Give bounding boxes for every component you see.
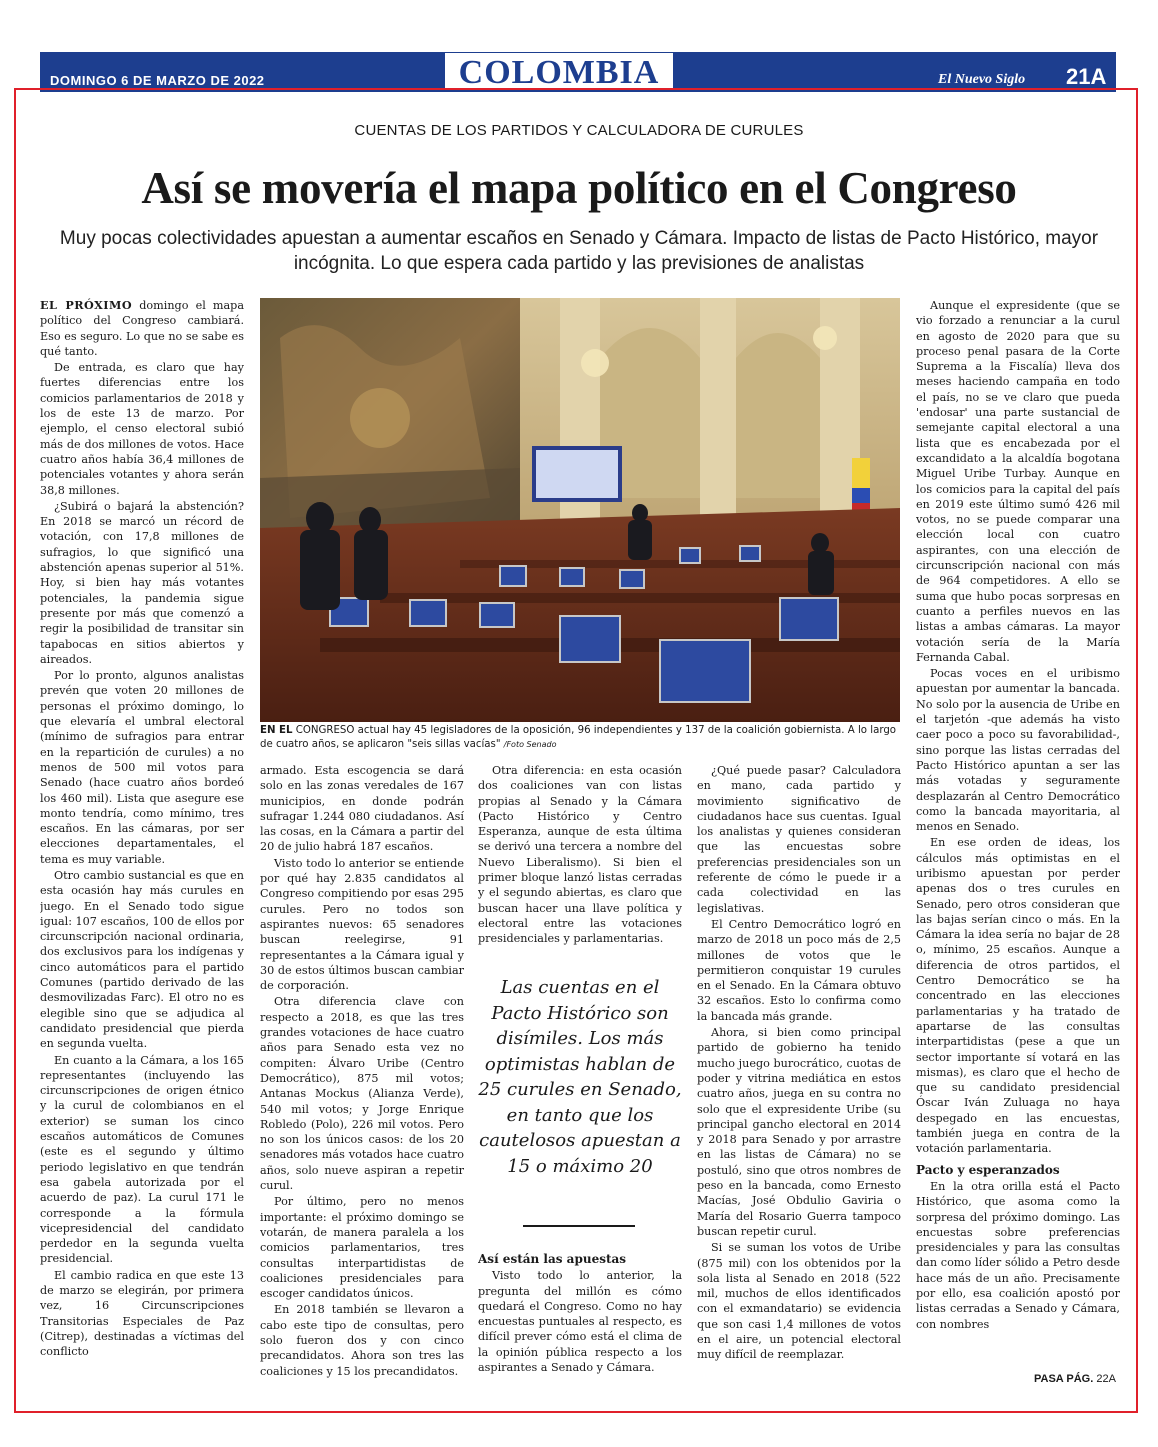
caption-text: CONGRESO actual hay 45 legisladores de la oposición, 96 independientes y 137 de la coalición gobiernista. A lo largo de cuatro años, se aplicaron "seis sillas vacías" [260,725,897,750]
paragraph: Si se suman los votos de Uribe (875 mil) con los obtenidos por la sola lista al Senado en 2018 (522 mil, muchos de ellos identificados con el exmandatario) se evidencia que son casi 1,4 millones de votos en el aire, un potencial electoral muy difícil de reemplazar. [697,1241,901,1362]
pull-quote-rule [523,1225,635,1227]
page-number: 21A [1066,64,1107,89]
article-headline: Así se movería el mapa político en el Congreso [141,163,1017,213]
paragraph: En 2018 también se llevaron a cabo este tipo de consultas, pero solo fueron dos y con cinco precandidatos. Ahora son tres las coaliciones y 15 los precandidatos. [260,1303,464,1378]
article-column-1 [40,298,244,1390]
article-column-3 [478,763,682,963]
paragraph: Por último, pero no menos importante: el próximo domingo se votarán, de manera paralela a los comicios parlamentarios, tres consultas interpartidistas de coaliciones presidenciales para escoger candidatos únicos. [260,1195,464,1301]
article-column-2 [260,763,464,1390]
paragraph: El Centro Democrático logró en marzo de 2018 un poco más de 2,5 millones de votos que le permitieron conquistar 19 curules en el Senado. En la Cámara obtuvo 32 escaños. Esto lo confirma como la bancada más grande. [697,917,901,1023]
paragraph: armado. Esta escogencia se dará solo en las zonas veredales de 167 municipios, en donde podrán sufragar 1.244 080 ciudadanos. Así las cosas, en la Cámara a partir del 20 de julio habrá 187 escaños. [260,764,464,854]
article-column-4 [697,763,901,1390]
article-kicker: CUENTAS DE LOS PARTIDOS Y CALCULADORA DE CURULES [354,122,804,139]
paragraph: En ese orden de ideas, los cálculos más optimistas en el uribismo apuestan por perder apenas dos o tres curules en Senado, pero otros consideran que las bajas serían cinco o más. En la Cámara la idea sería no bajar de 28 o, mínimo, 25 escaños. Aunque a diferencia de otros partidos, el Centro Democrático se ha concentrado en las elecciones parlamentarias y ha tratado de apartarse de las consultas interpartidistas (pese a que un sector importante sí votará en las mismas), es claro que el hecho de que su candidato presidencial Óscar Iván Zuluaga no haya despegado en las encuestas, también juega en contra de la votación parlamentaria. [916,836,1120,1156]
photo-caption [260,724,900,752]
article-column-5 [916,298,1120,1360]
paragraph: Ahora, si bien como principal partido de gobierno ha tenido mucho juego burocrático, cuotas de poder y vitrina mediática en estos cuatro años, juega en su contra no solo que el expresidente Uribe (su principal gancho electoral en 2014 y 2018 para Senado y por arrastre en las listas de Cámara) no se postuló, sino que otros nombres de peso en la bancada, como Ernesto Macías, José Obdulio Gaviria o María del Rosario Guerra tampoco buscan repetir curul. [697,1026,901,1238]
section-title: COLOMBIA [458,54,660,91]
paragraph: Pocas voces en el uribismo apuestan por aumentar la bancada. No solo por la ausencia de Uribe en el tarjetón -que además ha visto caer poco a poco su favorabilidad-, sino porque las listas cerradas del Pacto Histórico apuntan a ser las más votadas y seguramente desplazarán al Centro Democrático como la bancada mayoritaria, al menos en Senado. [916,667,1120,834]
paragraph: Otra diferencia: en esta ocasión dos coaliciones van con listas propias al Senado y la Cámara (Pacto Histórico y Centro Esperanza, aunque de esta última se derivó una tercera a nombre del Nuevo Liberalismo). Si bien el primer bloque lanzó listas cerradas y el segundo abiertas, es claro que buscan hacer una llave política y electoral entre las votaciones presidenciales y parlamentarias. [478,764,682,946]
lead-paragraph: EL PRÓXIMO domingo el mapa político del Congreso cambiará. Eso es seguro. Lo que no se sabe es qué tanto. [40,298,244,358]
article-deck: Muy pocas colectividades apuestan a aumentar escaños en Senado y Cámara. Impacto de listas de Pacto Histórico, mayor incógnita. Lo que espera cada partido y las previsiones de analistas [59,228,1099,274]
section-subhead: Así están las apuestas [478,1252,627,1266]
congress-photo [260,298,900,722]
paragraph: Aunque el expresidente (que se vio forzado a renunciar a la curul en agosto de 2020 para que su proceso penal pasara de la Corte Suprema a la Fiscalía) lleva dos meses haciendo campaña en todo el país, no se ve claro que pueda 'endosar' una parte sustancial de semejante capital electoral a una lista que es encabezada por el excandidato a la alcaldía bogotana Miguel Uribe Turbay. Aunque en los comicios para la capital del país en 2019 este último sumó 426 mil votos, no se puede comparar una elección local con cuatro aspirantes, con una elección de circunscripción nacional con más de 964 competidores. A ello se suma que hubo pocas sorpresas en cuanto a perfiles nuevos en las listas a ambas cámaras. La mayor votación sería de la María Fernanda Cabal. [916,299,1120,664]
section-subhead: Pacto y esperanzados [916,1162,1060,1177]
paragraph: Por lo pronto, algunos analistas prevén que voten 20 millones de personas el próximo domingo, lo que elevaría el umbral electoral (mínimo de sufragios para entrar en la repartición de curules) a no menos de 500 mil votos para Senado (hace cuatro años bordeó los 460 mil). Lista que asegure ese monto tendría, como mínimo, tres escaños. En las cámaras, por ser elecciones departamentales, el tema es muy variable. [40,669,244,866]
paragraph: De entrada, es claro que hay fuertes diferencias entre los comicios parlamentarios de 2018 y los de este 13 de marzo. Por ejemplo, el censo electoral subió más de dos millones de votos. Hace cuatro años había 36,4 millones de potenciales votantes y ahora serán 38,8 millones. [40,361,244,497]
paragraph: Otra diferencia clave con respecto a 2018, es que las tres grandes votaciones de hace cuatro años para Senado esta vez no compiten: Álvaro Uribe (Centro Democrático), 875 mil votos; Antanas Mockus (Alianza Verde), 540 mil votos; y Jorge Enrique Robledo (Polo), 226 mil votos. Pero no son los únicos casos: de los 20 senadores más votados hace cuatro años, solo nueve aspiran a repetir curul. [260,995,464,1193]
paragraph: ¿Subirá o bajará la abstención? En 2018 se marcó un récord de votación, con 17,8 millones de sufragios, lo que significó una abstención apenas superior al 51%. Hoy, si bien hay más votantes potenciales, la pandemia sigue presente por más que comenzó a regir la posibilidad de transitar sin tapabocas en sitios abiertos y aireados. [40,499,244,666]
article-column-3-continued [478,1246,682,1390]
paragraph: ¿Qué puede pasar? Calculadora en mano, cada partido y movimiento significativo de ciudadanos hace sus cuentas. Igual los analistas y quienes consideran que las encuestas sobre preferencias presidenciales son un referente de cómo le puede ir a cada colectividad en las legislativas. [697,764,901,915]
paragraph: Visto todo lo anterior se entiende por qué hay 2.835 candidatos al Congreso compitiendo por esas 295 curules. Pero no todos son aspirantes nuevos: 65 senadores buscan reelegirse, 91 representantes a la Cámara igual y 30 de estos últimos buscan cambiar de corporación. [260,856,464,993]
caption-lead: EN EL [260,725,293,736]
lead-words: EL PRÓXIMO [40,298,133,312]
paragraph: En la otra orilla está el Pacto Histórico, que asoma como la sorpresa del próximo domingo. Las encuestas sobre preferencias presidenciales y para las consultas dan como líder sólido a Petro desde hace más de un año. Precisamente por ello, esa coalición apostó por listas cerradas a Senado y Cámara, con nombres [916,1179,1120,1331]
paragraph: Visto todo lo anterior, la pregunta del millón es cómo quedará el Congreso. Como no hay encuestas puntuales al respecto, es difícil prever cómo está el clima de la opinión pública respecto a los aspirantes a Senado y Cámara. [478,1269,682,1375]
newspaper-name: El Nuevo Siglo [938,72,1026,87]
continued-label: PASA PÁG. [1034,1373,1094,1385]
paragraph: Otro cambio sustancial es que en esta ocasión hay más curules en juego. En el Senado todo sigue igual: 107 escaños, 100 de ellos por circunscripción nacional ordinaria, dos exclusivos para los indígenas y cinco automáticos para el partido Comunes (partido derivado de las desmovilizadas Farc). El otro no es elegible sino que se adjudica al candidato presidencial que pierda en segunda vuelta. [40,868,244,1051]
issue-date: DOMINGO 6 DE MARZO DE 2022 [50,73,265,88]
continued-on-page[interactable] [1034,1373,1116,1385]
paragraph: El cambio radica en que este 13 de marzo se elegirán, por primera vez, 16 Circunscripciones Transitorias Especiales de Paz (Citrep), destinadas a víctimas del conflicto [40,1268,244,1359]
photo-credit: /Foto Senado [503,740,557,749]
paragraph: En cuanto a la Cámara, a los 165 representantes (incluyendo las circunscripciones de origen étnico y la curul de colombianos en el exterior) se suman los cinco escaños automáticos de Comunes (este es el segundo y último periodo legislativo en que tendrán esa gabela autorizada por el acuerdo de paz). La curul 171 le corresponde a la fórmula vicepresidencial del candidato perdedor en la segunda vuelta presidencial. [40,1053,244,1266]
continued-page-number: 22A [1096,1373,1116,1385]
pull-quote: Las cuentas en el Pacto Histórico son disímiles. Los más optimistas hablan de 25 curules en Senado, en tanto que los cautelosos apuestan a 15 o máximo 20 [478,977,682,1177]
